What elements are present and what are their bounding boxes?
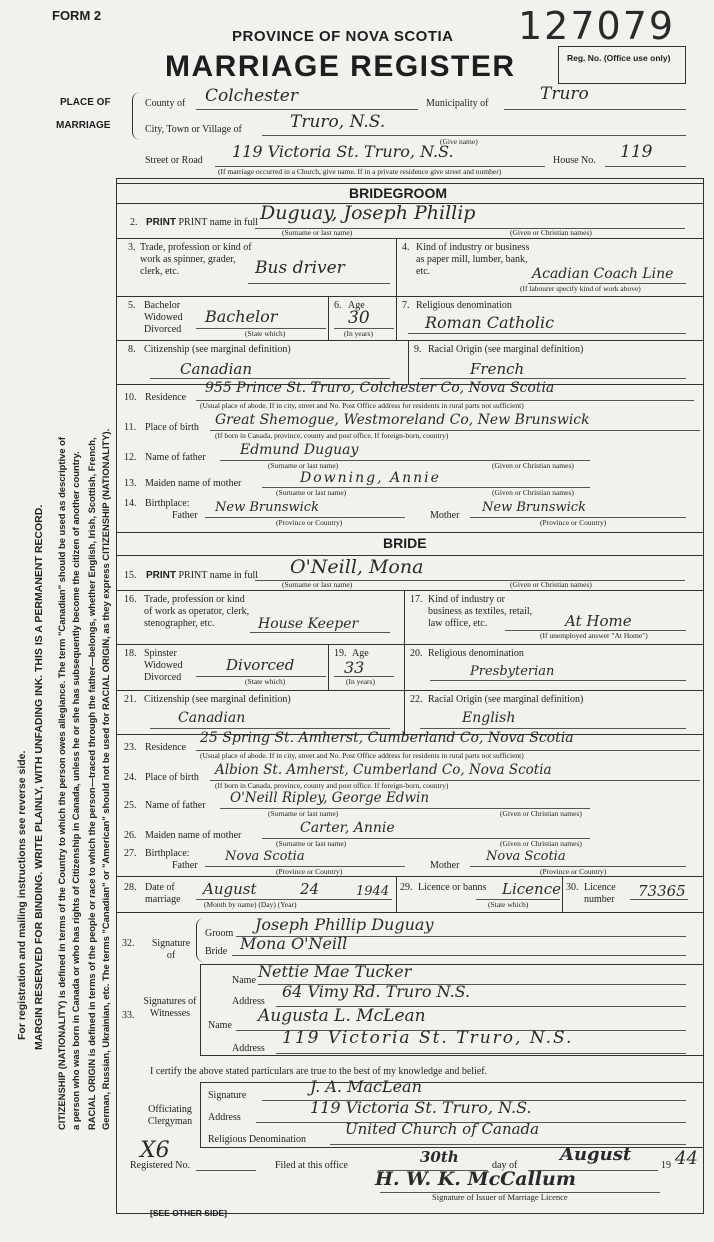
w1-name-value: Nettie Mae Tucker — [258, 962, 412, 981]
church-note: (If marriage occurred in a Church, give name. If in a private residence give street and number) — [218, 167, 502, 176]
sidebar-racial-def2: German, Russian, Ukrainian, etc. The terms "Canadian" or "American" should not be used for RACIAL ORIGIN, as they express CITIZENSHIP (NATIONALITY). — [100, 428, 111, 1130]
registered-mark: X6 — [140, 1138, 170, 1163]
bride-name-label: PRINT PRINT name in full — [146, 570, 259, 581]
certify-statement: I certify the above stated particulars are true to the best of my knowledge and belief. — [150, 1066, 488, 1077]
house-label: House No. — [553, 155, 596, 166]
divider — [328, 296, 329, 340]
sidebar-citizenship-def: CITIZENSHIP (NATIONALITY) is defined in terms of the Country to which the person owes allegiance. The term "Canadian" should be used as descriptive of — [56, 436, 67, 1130]
groom-citizenship-value: Canadian — [180, 360, 253, 378]
groom-industry-sub: (If labourer specify kind of work above) — [520, 284, 641, 293]
groom-mother-birth-value: New Brunswick — [482, 500, 586, 515]
groom-trade-label: Trade, profession or kind of work as spinner, grader, clerk, etc. — [140, 242, 252, 277]
groom-father-sub-given: (Given or Christian names) — [492, 461, 574, 470]
bride-name-sub-given: (Given or Christian names) — [510, 580, 592, 589]
field-num-28: 28. — [124, 882, 137, 893]
filed-year-value: 44 — [675, 1148, 698, 1169]
bride-residence-value: 25 Spring St. Amherst, Cumberland Co, Nova Scotia — [200, 730, 574, 746]
w2-name-label: Name — [208, 1020, 232, 1031]
house-value: 119 — [620, 142, 653, 162]
groom-religion-label: Religious denomination — [416, 300, 512, 311]
bride-racial-line — [420, 728, 686, 729]
bride-mother-birth-label: Mother — [430, 860, 460, 871]
field-num-32: 32. — [122, 938, 135, 949]
bride-status-sub: (State which) — [245, 677, 286, 686]
groom-birthplace-value: Great Shemogue, Westmoreland Co, New Brunswick — [215, 412, 590, 428]
place-brace — [132, 92, 140, 140]
field-num-3: 3. — [128, 242, 136, 253]
field-num-20: 20. — [410, 648, 423, 659]
bride-trade-label: Trade, profession or kind of work as operator, clerk, stenographer, etc. — [144, 594, 250, 629]
filed-day-value: 30th — [420, 1148, 459, 1166]
clergy-religion-value: United Church of Canada — [345, 1120, 540, 1138]
form-number: FORM 2 — [52, 8, 102, 23]
bride-title: BRIDE — [383, 535, 427, 551]
w1-name-label: Name — [232, 975, 256, 986]
clergy-signature: J. A. MacLean — [310, 1077, 422, 1096]
w2-address-label: Address — [232, 1043, 265, 1054]
county-value: Colchester — [205, 86, 298, 106]
bride-father-birth-value: Nova Scotia — [225, 849, 305, 864]
city-label: City, Town or Village of — [145, 124, 242, 135]
bride-status-label: Spinster Widowed Divorced — [144, 648, 183, 683]
licence-number-label: Licence number — [584, 882, 616, 905]
county-line — [196, 109, 418, 110]
groom-religion-line — [408, 333, 686, 334]
street-value: 119 Victoria St. Truro, N.S. — [232, 142, 454, 161]
groom-status-value: Bachelor — [205, 307, 278, 326]
groom-age-label: Age — [348, 300, 365, 311]
divider — [404, 644, 405, 690]
bride-age-sub: (In years) — [346, 677, 375, 686]
groom-mother-birth-sub: (Province or Country) — [540, 518, 607, 527]
field-num-11: 11. — [124, 422, 137, 433]
field-num-24: 24. — [124, 772, 137, 783]
bride-industry-sub: (If unemployed answer "At Home") — [540, 631, 648, 640]
bride-citizenship-value: Canadian — [178, 710, 246, 726]
groom-name-sub-given: (Given or Christian names) — [510, 228, 592, 237]
groom-residence-sub: (Usual place of abode. If in city, street and No. Post Office address for residents in rural parts not sufficient) — [200, 401, 524, 410]
sig-brace — [196, 918, 204, 962]
field-num-9: 9. — [414, 344, 422, 355]
street-label: Street or Road — [145, 155, 203, 166]
bride-birthplace-label: Place of birth — [145, 772, 199, 783]
field-num-14: 14. — [124, 498, 137, 509]
field-num-16: 16. — [124, 594, 137, 605]
give-name-note: (Give name) — [440, 137, 478, 146]
licence-banns-value: Licence — [502, 880, 561, 898]
groom-racial-line — [420, 378, 686, 379]
municipality-label: Municipality of — [426, 98, 489, 109]
bride-religion-label: Religious denomination — [428, 648, 524, 659]
issuer-signature: H. W. K. McCallum — [375, 1168, 576, 1190]
groom-mother-value: Downing, Annie — [300, 470, 441, 486]
field-num-18: 18. — [124, 648, 137, 659]
clergy-address-label: Address — [208, 1112, 241, 1123]
field-num-25: 25. — [124, 800, 137, 811]
field-num-17: 17. — [410, 594, 423, 605]
bride-signature: Mona O'Neill — [240, 934, 348, 953]
divider — [116, 912, 704, 913]
bride-religion-value: Presbyterian — [470, 664, 555, 679]
page-title: MARRIAGE REGISTER — [165, 50, 516, 83]
w2-address-line — [276, 1053, 686, 1054]
groom-birthplace14-label: Birthplace: — [145, 498, 190, 509]
reg-no-box — [558, 46, 686, 84]
divider — [408, 340, 409, 384]
bride-status-value: Divorced — [226, 656, 295, 674]
field-num-6: 6. — [334, 300, 342, 311]
clergy-religion-label: Religious Denomination — [208, 1134, 307, 1145]
groom-birthplace-sub: (If born in Canada, province, county and post office. If foreign-born, country) — [215, 431, 449, 440]
city-line — [262, 135, 686, 136]
licence-banns-sub: (State which) — [488, 900, 529, 909]
field-num-2: 2. — [130, 217, 138, 228]
groom-citizenship-label: Citizenship (see marginal definition) — [144, 344, 291, 355]
clergy-sig-label: Signature — [208, 1090, 247, 1101]
licence-number-line — [630, 899, 688, 900]
bride-father-birth-label: Father — [172, 860, 198, 871]
licence-number-value: 73365 — [638, 882, 686, 900]
groom-mother-sub-surname: (Surname or last name) — [276, 488, 347, 497]
divider — [116, 690, 704, 691]
marriage-day-value: 24 — [300, 880, 320, 898]
groom-father-birth-label: Father — [172, 510, 198, 521]
bride-religion-line — [430, 680, 686, 681]
bride-citizenship-line — [150, 728, 390, 729]
bride-father-value: O'Neill Ripley, George Edwin — [230, 790, 430, 806]
groom-name-sub-surname: (Surname or last name) — [282, 228, 353, 237]
place-of-label: PLACE OF — [60, 97, 111, 108]
bride-residence-sub: (Usual place of abode. If in city, street and No. Post Office address for residents in rural parts not sufficient) — [200, 751, 524, 760]
marriage-date-label: Date of marriage — [145, 882, 181, 905]
day-of-label: day of — [492, 1160, 518, 1171]
clergy-address-value: 119 Victoria St. Truro, N.S. — [310, 1098, 532, 1117]
groom-religion-value: Roman Catholic — [425, 313, 555, 332]
bride-sig-line — [232, 955, 686, 956]
divider — [116, 296, 704, 297]
bride-trade-value: House Keeper — [258, 616, 359, 632]
field-num-33: 33. — [122, 1010, 135, 1021]
field-num-13: 13. — [124, 478, 137, 489]
field-num-19: 19. — [334, 648, 347, 659]
bride-age-label: Age — [352, 648, 369, 659]
groom-racial-label: Racial Origin (see marginal definition) — [428, 344, 584, 355]
groom-trade-value: Bus driver — [255, 258, 345, 278]
groom-age-sub: (In years) — [344, 329, 373, 338]
bride-birthplace27-label: Birthplace: — [145, 848, 190, 859]
groom-trade-line — [248, 283, 390, 284]
filed-year-prefix: 19 — [661, 1160, 671, 1171]
bride-father-sub-given: (Given or Christian names) — [500, 809, 582, 818]
bride-mother-birth-sub: (Province or Country) — [540, 867, 607, 876]
see-other-side: [SEE OTHER SIDE] — [150, 1208, 227, 1218]
groom-mother-sub-given: (Given or Christian names) — [492, 488, 574, 497]
divider — [116, 590, 704, 591]
groom-mother-birth-label: Mother — [430, 510, 460, 521]
reg-no-label: Reg. No. (Office use only) — [567, 53, 671, 63]
field-num-26: 26. — [124, 830, 137, 841]
clergy-label: Officiating Clergyman — [147, 1104, 193, 1127]
registered-line — [196, 1170, 256, 1171]
field-num-22: 22. — [410, 694, 423, 705]
divider — [396, 296, 397, 340]
divider — [404, 690, 405, 734]
groom-industry-label: Kind of industry or business as paper mill, lumber, bank, etc. — [416, 242, 530, 277]
sidebar-instructions: For registration and mailing instructions see reverse side. — [16, 750, 28, 1040]
field-num-4: 4. — [402, 242, 410, 253]
groom-name-value: Duguay, Joseph Phillip — [260, 202, 476, 224]
divider — [404, 590, 405, 644]
municipality-line — [504, 109, 686, 110]
sidebar-racial-def: RACIAL ORIGIN is defined in terms of the people or race to which the person—traced through the father—belongs, whether English, Irish, Scottish, French, — [86, 437, 97, 1130]
groom-industry-value: Acadian Coach Line — [532, 266, 674, 282]
bride-racial-value: English — [462, 710, 516, 726]
groom-racial-value: French — [470, 360, 525, 378]
bridegroom-title: BRIDEGROOM — [349, 185, 447, 201]
field-num-29: 29. — [400, 882, 413, 893]
groom-residence-label: Residence — [145, 392, 187, 403]
groom-father-value: Edmund Duguay — [240, 442, 359, 458]
groom-status-label: Bachelor Widowed Divorced — [144, 300, 183, 335]
county-label: County of — [145, 98, 186, 109]
groom-name-label: PRINT PRINT name in full — [146, 217, 259, 228]
licence-banns-label: Licence or banns — [418, 882, 487, 893]
field-num-8: 8. — [128, 344, 136, 355]
groom-father-sub-surname: (Surname or last name) — [268, 461, 339, 470]
bride-father-birth-sub: (Province or Country) — [276, 867, 343, 876]
field-num-15: 15. — [124, 570, 137, 581]
bride-racial-label: Racial Origin (see marginal definition) — [428, 694, 584, 705]
w1-address-value: 64 Vimy Rd. Truro N.S. — [282, 982, 471, 1001]
groom-birthplace-label: Place of birth — [145, 422, 199, 433]
field-num-21: 21. — [124, 694, 137, 705]
groom-signature: Joseph Phillip Duguay — [255, 915, 434, 934]
w2-address-value: 119 Victoria St. Truro, N.S. — [282, 1028, 574, 1048]
groom-father-birth-value: New Brunswick — [215, 500, 319, 515]
field-num-23: 23. — [124, 742, 137, 753]
w2-name-value: Augusta L. McLean — [258, 1006, 426, 1026]
city-value: Truro, N.S. — [290, 112, 386, 132]
bride-sig-label: Bride — [205, 946, 228, 957]
witnesses-label: Signatures of Witnesses — [143, 996, 197, 1019]
registered-label: Registered No. — [130, 1160, 190, 1171]
bride-birthplace-value: Albion St. Amherst, Cumberland Co, Nova Scotia — [215, 762, 552, 778]
groom-mother-label: Maiden name of mother — [145, 478, 242, 489]
groom-residence-value: 955 Prince St. Truro, Colchester Co, Nova Scotia — [205, 380, 555, 396]
province-title: PROVINCE OF NOVA SCOTIA — [232, 28, 454, 45]
filed-month-value: August — [560, 1144, 632, 1165]
divider — [328, 644, 329, 690]
groom-age-value: 30 — [348, 308, 370, 328]
bride-mother-sub-given: (Given or Christian names) — [500, 839, 582, 848]
field-num-12: 12. — [124, 452, 137, 463]
signature-of-label: Signature of — [151, 938, 191, 961]
bride-mother-label: Maiden name of mother — [145, 830, 242, 841]
filed-label: Filed at this office — [275, 1160, 348, 1171]
marriage-month-value: August — [203, 880, 257, 898]
bride-age-value: 33 — [344, 658, 365, 677]
field-num-27: 27. — [124, 848, 137, 859]
house-line — [605, 166, 686, 167]
bride-trade-line — [250, 632, 390, 633]
marriage-label: MARRIAGE — [56, 120, 111, 131]
divider — [396, 238, 397, 296]
field-num-10: 10. — [124, 392, 137, 403]
field-num-5: 5. — [128, 300, 136, 311]
bride-mother-sub-surname: (Surname or last name) — [276, 839, 347, 848]
bride-industry-value: At Home — [565, 612, 632, 630]
bride-name-sub-surname: (Surname or last name) — [282, 580, 353, 589]
groom-citizenship-line — [150, 378, 390, 379]
bride-birthplace-sub: (If born in Canada, province, county and post office. If foreign-born, country) — [215, 781, 449, 790]
groom-father-label: Name of father — [145, 452, 206, 463]
issuer-label: Signature of Issuer of Marriage Licence — [432, 1192, 568, 1202]
clergy-religion-line — [330, 1144, 686, 1145]
bride-residence-label: Residence — [145, 742, 187, 753]
divider — [116, 876, 704, 877]
municipality-value: Truro — [540, 84, 589, 104]
bride-industry-label: Kind of industry or business as textiles, retail, law office, etc. — [428, 594, 533, 629]
divider — [562, 876, 563, 912]
groom-sig-label: Groom — [205, 928, 234, 939]
field-num-7: 7. — [402, 300, 410, 311]
sidebar-citizenship-def2: a person who was born in Canada or who has rights of Citizenship in Canada, unless he or she has subsequently become the citizen of another country. — [70, 451, 81, 1130]
divider — [116, 238, 704, 239]
field-num-30: 30. — [566, 882, 579, 893]
bride-father-label: Name of father — [145, 800, 206, 811]
bride-name-value: O'Neill, Mona — [290, 556, 424, 578]
bride-mother-value: Carter, Annie — [300, 820, 395, 836]
stamp-number: 127079 — [518, 4, 676, 48]
marriage-year-value: 1944 — [356, 884, 390, 899]
bride-citizenship-label: Citizenship (see marginal definition) — [144, 694, 291, 705]
marriage-date-sub: (Month by name) (Day) (Year) — [204, 900, 297, 909]
divider — [116, 340, 704, 341]
groom-status-sub: (State which) — [245, 329, 286, 338]
divider — [116, 644, 704, 645]
bride-mother-birth-value: Nova Scotia — [486, 849, 566, 864]
sidebar-binding-note: MARGIN RESERVED FOR BINDING. WRITE PLAINLY, WITH UNFADING INK. THIS IS A PERMANENT RECORD. — [33, 504, 45, 1050]
bride-father-sub-surname: (Surname or last name) — [268, 809, 339, 818]
w1-address-label: Address — [232, 996, 265, 1007]
divider — [396, 876, 397, 912]
groom-father-birth-sub: (Province or Country) — [276, 518, 343, 527]
